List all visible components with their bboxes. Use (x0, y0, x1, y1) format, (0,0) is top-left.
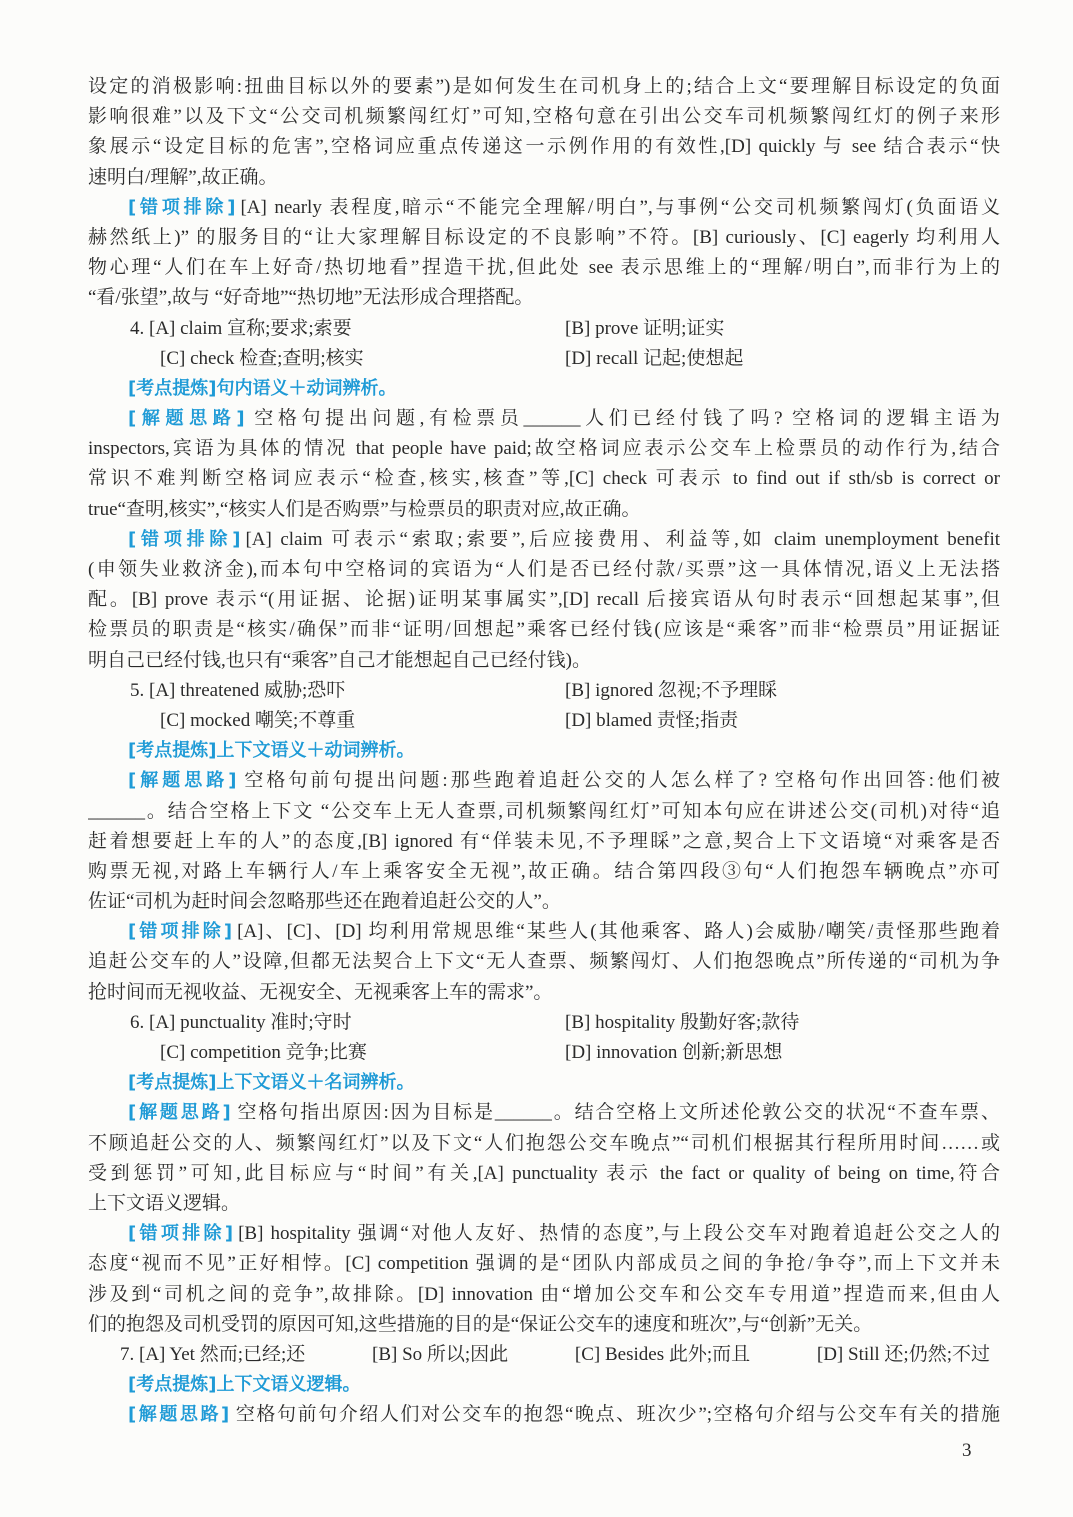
section-label: [错项排除] (128, 921, 234, 943)
option-d: [D] innovation 创新;新思想 (565, 1042, 783, 1063)
text-line (88, 1189, 1000, 1219)
line-text: 追赶公交车的人”设障,但都无法契合上下文“无人查票、频繁闯灯、人们抱怨晚点”所传递的“司机为争 (88, 951, 1000, 973)
section-label: [解题思路] (128, 408, 246, 430)
line-text: 佐证“司机为赶时间会忽略那些还在跑着追赶公交的人”。 (88, 891, 561, 913)
text-line (88, 947, 1000, 977)
question-number: 6. (130, 1011, 145, 1033)
text-line (88, 978, 1000, 1008)
text-line (88, 495, 1000, 525)
line-text: [A] claim 可表示“索取;索要”,后应接费用、利益等,如 claim unemployment benefit (245, 528, 1000, 550)
section-label: [错项排除] (128, 1223, 235, 1245)
option-a (130, 676, 345, 706)
text-line (88, 917, 1000, 947)
line-text: 赶着想要赶上车的人”的态度,[B] ignored 有“佯装未见,不予理睬”之意,契合上下文语境“对乘客是否 (88, 830, 1000, 852)
text-line (88, 1310, 1000, 1340)
text-line (88, 857, 1000, 887)
line-text: “看/张望”,故与 “好奇地”“热切地”无法形成合理搭配。 (88, 287, 534, 309)
page-number: 3 (962, 1440, 972, 1461)
option-b: [B] So 所以;因此 (372, 1343, 509, 1365)
text-line (88, 1249, 1000, 1279)
option-row (88, 1008, 1000, 1038)
line-text: 受到惩罚”可知,此目标应与“时间”有关,[A] punctuality 表示 the fact or quality of being on time,符合 (88, 1162, 1000, 1184)
text-line (88, 163, 1000, 193)
option-a-text: [A] Yet 然而;已经;还 (139, 1343, 306, 1365)
text-line (88, 585, 1000, 615)
question-number: 5. (130, 679, 145, 701)
section-label: [解题思路] (128, 770, 238, 792)
line-text: 空格句提出问题,有检票员______人们已经付钱了吗? 空格词的逻辑主语为 (249, 408, 1000, 430)
line-text: 设定的消极影响:扭曲目标以外的要素”)是如何发生在司机身上的;结合上文“要理解目标设定的负面 (88, 76, 1000, 97)
option-c: [C] Besides 此外;而且 (574, 1343, 751, 1365)
option-a (130, 314, 352, 344)
labeled-paragraph (88, 404, 1000, 525)
key-point-line (88, 1370, 1000, 1400)
text-line (88, 1159, 1000, 1189)
question-number: 7. (120, 1343, 135, 1365)
document-body (88, 72, 1000, 1430)
line-text: 物心理“人们在车上好奇/热切地看”捏造干扰,但此处 see 表示思维上的“理解/明白”,而非行为上的 (88, 257, 1000, 279)
option-row (88, 314, 1000, 344)
text-line (88, 1129, 1000, 1159)
text-line (88, 102, 1000, 132)
section-label: [解题思路] (128, 1102, 232, 1124)
key-point-line (88, 374, 1000, 404)
line-text: 空格句前句介绍人们对公交车的抱怨“晚点、班次少”;空格句介绍与公交车有关的措施 (234, 1404, 1000, 1426)
section-label: [解题思路] (128, 1404, 231, 1426)
key-point-text: 句内语义＋动词辨析。 (216, 377, 397, 399)
labeled-paragraph (88, 766, 1000, 917)
text-line (88, 646, 1000, 676)
labeled-paragraph (88, 1400, 1000, 1430)
text-line (88, 404, 1000, 434)
option-d: [D] recall 记起;使想起 (565, 347, 744, 369)
option-b: [B] prove 证明;证实 (565, 317, 725, 339)
line-text: 象展示“设定目标的危害”,空格词应重点传递这一示例作用的有效性,[D] quickly 与 see 结合表示“快 (88, 136, 1000, 158)
option-row (88, 1340, 1000, 1370)
key-point-text: 上下文语义＋名词辨析。 (216, 1072, 415, 1094)
line-text: true“查明,核实”,“核实人们是否购票”与检票员的职责对应,故正确。 (88, 498, 641, 520)
option-a-text: [A] punctuality 准时;守时 (149, 1011, 352, 1033)
line-text: ______。结合空格上下文 “公交车上无人查票,司机频繁闯红灯”可知本句应在讲述公交(司机)对待“追 (88, 800, 1000, 822)
option-row (88, 676, 1000, 706)
text-line (88, 797, 1000, 827)
text-line (88, 223, 1000, 253)
line-text: 空格句前句提出问题:那些跑着追赶公交的人怎么样了? 空格句作出回答:他们被 (241, 770, 1000, 792)
line-text: inspectors,宾语为具体的情况 that people have paid;故空格词应表示公交车上检票员的动作行为,结合 (88, 438, 1000, 460)
labeled-paragraph (88, 525, 1000, 676)
option-a-text: [A] claim 宣称;要求;索要 (149, 317, 352, 339)
text-line (88, 464, 1000, 494)
text-line (88, 283, 1000, 313)
text-line (88, 827, 1000, 857)
labeled-paragraph (88, 1219, 1000, 1340)
line-text: 常识不难判断空格词应表示“检查,核实,核查”等,[C] check 可表示 to find out if sth/sb is correct or (88, 468, 1000, 490)
text-line (88, 1098, 1000, 1128)
line-text: (申领失业救济金),而本句中空格词的宾语为“人们是否已经付款/买票”这一具体情况,语义上无法搭 (88, 559, 1000, 580)
line-text: 上下文语义逻辑。 (88, 1192, 241, 1214)
line-text: 购票无视,对路上车辆行人/车上乘客安全无视”,故正确。结合第四段③句“人们抱怨车辆晚点”亦可 (88, 860, 1000, 882)
key-point-label: [考点提炼] (128, 377, 217, 399)
line-text: 检票员的职责是“核实/确保”而非“证明/回想起”乘客已经付钱(应该是“乘客”而非“检票员”用证据证 (88, 619, 1000, 641)
line-text: 影响很难”以及下文“公交司机频繁闯红灯”可知,空格句意在引出公交车司机频繁闯红灯的例子来形 (88, 106, 1000, 128)
text-line (88, 434, 1000, 464)
option-d: [D] Still 还;仍然;不过 (816, 1343, 990, 1365)
section-label: [错项排除] (128, 196, 237, 218)
line-text: 抢时间而无视收益、无视安全、无视乘客上车的需求”。 (88, 981, 553, 1003)
option-d: [D] blamed 责怪;指责 (565, 709, 739, 731)
key-point-label: [考点提炼] (128, 1072, 217, 1094)
option-a (120, 1340, 305, 1370)
line-text: [A]、[C]、[D] 均利用常规思维“某些人(其他乘客、路人)会威胁/嘲笑/责怪那些跑着 (237, 921, 1000, 943)
text-line (88, 887, 1000, 917)
text-line (88, 72, 1000, 102)
question-number: 4. (130, 317, 145, 339)
text-line (88, 615, 1000, 645)
text-line (88, 1280, 1000, 1310)
line-text: 空格句指出原因:因为目标是______。结合空格上文所述伦敦公交的状况“不查车票、 (235, 1102, 1000, 1124)
line-text: 速明白/理解”,故正确。 (88, 166, 278, 188)
key-point-line (88, 736, 1000, 766)
section-label: [错项排除] (128, 528, 242, 550)
text-line (88, 525, 1000, 555)
paragraph (88, 72, 1000, 193)
line-text: 们的抱怨及司机受罚的原因可知,这些措施的目的是“保证公交车的速度和班次”,与“创新”无关。 (88, 1313, 873, 1335)
line-text: [A] nearly 表程度,暗示“不能完全理解/明白”,与事例“公交司机频繁闯灯(负面语义 (240, 196, 1000, 218)
line-text: 配。[B] prove 表示“(用证据、论据)证明某事属实”,[D] recall 后接宾语从句时表示“回想起某事”,但 (88, 589, 1000, 611)
option-b: [B] ignored 忽视;不予理睬 (565, 679, 778, 701)
text-line (88, 193, 1000, 223)
labeled-paragraph (88, 917, 1000, 1008)
line-text: 涉及到“司机之间的竞争”,故排除。[D] innovation 由“增加公交车和公交车专用道”捏造而来,但由人 (88, 1283, 1000, 1305)
labeled-paragraph (88, 1098, 1000, 1219)
text-line (88, 555, 1000, 585)
key-point-label: [考点提炼] (128, 1374, 217, 1396)
option-row (88, 706, 1000, 736)
line-text: 明自己已经付钱,也只有“乘客”自己才能想起自己已经付钱)。 (88, 649, 591, 671)
option-row (88, 344, 1000, 374)
text-line (88, 253, 1000, 283)
line-text: 赫然纸上)” 的服务目的“让大家理解目标设定的不良影响”不符。[B] curiously、[C] eagerly 均利用人 (88, 226, 1000, 248)
option-a-text: [A] threatened 威胁;恐吓 (149, 679, 346, 701)
key-point-label: [考点提炼] (128, 740, 217, 762)
option-b: [B] hospitality 殷勤好客;款待 (565, 1011, 800, 1033)
text-line (88, 1400, 1000, 1430)
option-a (130, 1008, 352, 1038)
text-line (88, 132, 1000, 162)
text-line (88, 766, 1000, 796)
key-point-line (88, 1068, 1000, 1098)
option-c: [C] check 检查;查明;核实 (160, 347, 364, 369)
line-text: 态度“视而不见”正好相悖。[C] competition 强调的是“团队内部成员之间的争抢/争夺”,而上下文并未 (88, 1253, 1000, 1275)
key-point-text: 上下文语义＋动词辨析。 (216, 740, 415, 762)
text-line (88, 1219, 1000, 1249)
labeled-paragraph (88, 193, 1000, 314)
line-text: 不顾追赶公交的人、频繁闯红灯”以及下文“人们抱怨公交车晚点”“司机们根据其行程所用时间……或 (88, 1132, 1000, 1154)
key-point-text: 上下文语义逻辑。 (216, 1374, 361, 1396)
line-text: [B] hospitality 强调“对他人友好、热情的态度”,与上段公交车对跑着追赶公交之人的 (238, 1223, 1000, 1245)
option-c: [C] mocked 嘲笑;不尊重 (160, 709, 356, 731)
option-c: [C] competition 竞争;比赛 (160, 1042, 367, 1063)
option-row (88, 1038, 1000, 1068)
